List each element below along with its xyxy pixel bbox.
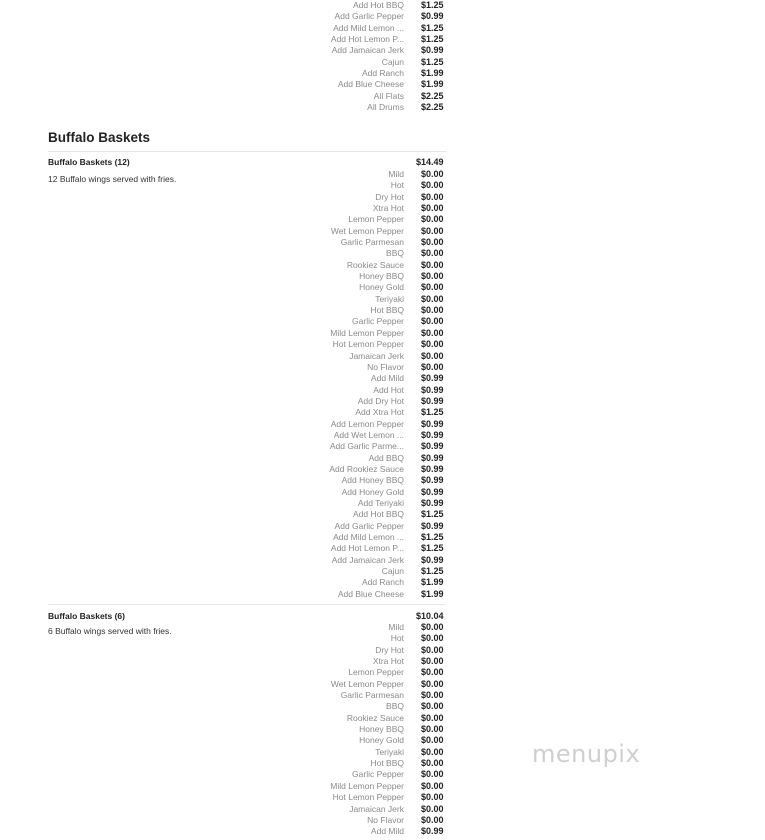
option-row[interactable]: [48, 203, 446, 214]
option-name: Lemon Pepper: [348, 214, 404, 225]
option-row[interactable]: [48, 735, 446, 746]
option-price: $0.00: [421, 293, 444, 304]
option-price: $0.00: [421, 780, 444, 791]
option-price: $0.00: [421, 667, 444, 678]
option-price: $0.00: [421, 712, 444, 723]
option-price: $0.99: [421, 418, 444, 429]
option-row[interactable]: [48, 566, 446, 577]
option-price: $0.00: [421, 237, 444, 248]
option-row[interactable]: [48, 305, 446, 316]
option-row[interactable]: [48, 679, 446, 690]
option-price: $0.99: [421, 520, 444, 531]
option-name: Wet Lemon Pepper: [330, 225, 404, 236]
option-price: $0.99: [421, 441, 444, 452]
watermark-logo: menupix: [532, 740, 641, 768]
option-name: Wet Lemon Pepper: [330, 678, 404, 689]
option-price: $2.25: [421, 90, 444, 101]
option-price: $1.99: [421, 68, 444, 79]
option-name: Add Garlic Pepper: [334, 11, 404, 22]
option-price: $0.00: [421, 361, 444, 372]
option-name: Garlic Pepper: [352, 316, 404, 327]
option-price: $0.00: [421, 814, 444, 825]
option-name: Teriyaki: [375, 746, 404, 757]
option-row[interactable]: [48, 373, 446, 384]
option-price: $1.99: [421, 588, 444, 599]
option-price: $1.25: [421, 22, 444, 33]
option-price: $1.25: [421, 532, 444, 542]
item-options-list: [48, 622, 446, 838]
option-name: Add Hot Lemon P...: [330, 543, 404, 554]
option-price: $0.99: [421, 45, 444, 56]
option-row[interactable]: [48, 23, 446, 34]
option-name: Hot Lemon Pepper: [332, 339, 404, 350]
option-name: Cajun: [381, 566, 404, 577]
option-row[interactable]: [48, 464, 446, 475]
option-row[interactable]: [48, 509, 446, 520]
option-name: Hot BBQ: [370, 758, 404, 769]
option-price: $1.99: [421, 577, 444, 588]
option-row[interactable]: [48, 577, 446, 588]
option-price: $0.00: [421, 203, 444, 214]
option-row[interactable]: [48, 667, 446, 678]
option-row[interactable]: [48, 45, 446, 56]
item-price: $14.49: [416, 157, 444, 167]
option-row[interactable]: [48, 102, 446, 113]
option-row[interactable]: [48, 724, 446, 735]
option-price: $0.00: [421, 701, 444, 712]
option-price: $1.25: [421, 0, 444, 10]
option-row[interactable]: [48, 815, 446, 826]
option-row[interactable]: [48, 555, 446, 566]
option-row[interactable]: [48, 260, 446, 271]
option-name: Teriyaki: [375, 293, 404, 304]
option-name: Lemon Pepper: [348, 667, 404, 678]
option-price: $1.25: [421, 566, 444, 577]
option-price: $0.00: [421, 656, 444, 667]
option-name: Add Hot: [373, 384, 404, 395]
option-price: $0.00: [421, 746, 444, 757]
item-divider: [48, 604, 446, 605]
option-name: Honey Gold: [359, 735, 404, 746]
option-row[interactable]: [48, 271, 446, 282]
option-price: $0.00: [421, 282, 444, 293]
option-name: Add Hot Lemon P...: [330, 34, 404, 45]
option-row[interactable]: [48, 419, 446, 430]
option-price: $1.25: [421, 407, 444, 418]
option-price: $0.99: [421, 373, 444, 384]
option-name: BBQ: [386, 248, 404, 259]
option-row[interactable]: [48, 589, 446, 600]
item-name: Buffalo Baskets (12): [48, 157, 130, 167]
option-row[interactable]: [48, 169, 446, 180]
option-name: Add Lemon Pepper: [330, 418, 404, 429]
option-name: Mild Lemon Pepper: [330, 780, 404, 791]
option-price: $0.00: [421, 339, 444, 350]
option-name: Add Hot BBQ: [352, 509, 404, 520]
option-price: $1.99: [421, 79, 444, 90]
option-price: $0.99: [421, 429, 444, 440]
option-price: $0.00: [421, 225, 444, 236]
option-name: Add Teriyaki: [357, 497, 404, 508]
option-price: $0.99: [421, 826, 444, 837]
option-name: Dry Hot: [375, 191, 404, 202]
option-name: Add Wet Lemon ...: [333, 429, 404, 440]
option-name: Add Blue Cheese: [337, 79, 404, 90]
option-row[interactable]: [48, 11, 446, 22]
option-row[interactable]: [48, 396, 446, 407]
option-name: Rookiez Sauce: [346, 259, 404, 270]
option-row[interactable]: [48, 192, 446, 203]
option-name: Add Garlic Parme...: [329, 441, 404, 452]
option-row[interactable]: [48, 521, 446, 532]
option-price: $0.99: [421, 463, 444, 474]
option-price: $0.99: [421, 395, 444, 406]
option-name: Xtra Hot: [372, 203, 404, 214]
option-price: $0.00: [421, 305, 444, 316]
option-price: $0.00: [421, 316, 444, 327]
option-row[interactable]: [48, 362, 446, 373]
option-price: $1.25: [421, 509, 444, 520]
option-row[interactable]: [48, 0, 446, 11]
option-price: $0.99: [421, 11, 444, 22]
option-name: Mild: [388, 169, 404, 179]
option-name: Hot BBQ: [370, 305, 404, 316]
option-name: Add Ranch: [361, 577, 404, 588]
option-row[interactable]: [48, 747, 446, 758]
option-name: Garlic Parmesan: [340, 237, 404, 248]
option-price: $0.99: [421, 486, 444, 497]
option-name: Hot: [390, 180, 404, 191]
option-name: Add Honey BBQ: [341, 475, 404, 486]
option-row[interactable]: [48, 826, 446, 837]
option-price: $0.00: [421, 792, 444, 803]
option-row[interactable]: [48, 282, 446, 293]
option-price: $0.00: [421, 327, 444, 338]
option-name: Add BBQ: [368, 452, 404, 463]
option-price: $0.00: [421, 622, 444, 632]
option-name: All Drums: [367, 102, 404, 113]
option-name: Add Mild Lemon ...: [333, 22, 404, 33]
option-row[interactable]: [48, 453, 446, 464]
option-row[interactable]: [48, 804, 446, 815]
option-price: $1.25: [421, 56, 444, 67]
option-price: $0.00: [421, 180, 444, 191]
item-price: $10.04: [416, 611, 444, 621]
option-row[interactable]: [48, 68, 446, 79]
option-row[interactable]: [48, 792, 446, 803]
option-price: $0.99: [421, 554, 444, 565]
option-row[interactable]: [48, 385, 446, 396]
option-name: Rookiez Sauce: [346, 712, 404, 723]
option-row[interactable]: [48, 79, 446, 90]
option-price: $0.00: [421, 248, 444, 259]
option-row[interactable]: [48, 214, 446, 225]
option-price: $0.00: [421, 644, 444, 655]
option-row[interactable]: [48, 91, 446, 102]
option-row[interactable]: [48, 769, 446, 780]
option-name: Add Mild Lemon ...: [333, 532, 404, 542]
option-price: $0.00: [421, 758, 444, 769]
option-name: Mild: [388, 622, 404, 632]
option-name: Add Mild: [370, 373, 404, 384]
option-name: Add Blue Cheese: [337, 588, 404, 599]
option-name: Mild Lemon Pepper: [330, 327, 404, 338]
option-row[interactable]: [48, 226, 446, 237]
section-title: Buffalo Baskets: [48, 130, 151, 145]
option-price: $2.25: [421, 102, 444, 113]
option-row[interactable]: [48, 487, 446, 498]
option-price: $0.00: [421, 191, 444, 202]
option-name: Add Honey Gold: [341, 486, 404, 497]
option-name: Add Rookiez Sauce: [329, 463, 404, 474]
option-price: $0.00: [421, 259, 444, 270]
option-row[interactable]: [48, 237, 446, 248]
option-price: $0.99: [421, 475, 444, 486]
option-name: Jamaican Jerk: [349, 350, 404, 361]
option-price: $0.99: [421, 384, 444, 395]
option-row[interactable]: [48, 57, 446, 68]
option-price: $0.00: [421, 214, 444, 225]
option-row[interactable]: [48, 543, 446, 554]
option-row[interactable]: [48, 656, 446, 667]
option-name: Jamaican Jerk: [349, 803, 404, 814]
item-description: 6 Buffalo wings served with fries.: [48, 626, 172, 636]
option-row[interactable]: [48, 294, 446, 305]
option-row[interactable]: [48, 475, 446, 486]
option-name: Add Dry Hot: [357, 395, 404, 406]
option-row[interactable]: [48, 622, 446, 633]
option-row[interactable]: [48, 339, 446, 350]
option-price: $0.00: [421, 769, 444, 780]
option-price: $1.25: [421, 543, 444, 554]
option-name: Xtra Hot: [372, 656, 404, 667]
option-name: Garlic Pepper: [352, 769, 404, 780]
option-row[interactable]: [48, 690, 446, 701]
option-price: $0.00: [421, 169, 444, 179]
option-price: $0.00: [421, 735, 444, 746]
option-row[interactable]: [48, 407, 446, 418]
section-divider: [48, 151, 446, 152]
option-name: Add Xtra Hot: [355, 407, 404, 418]
item-name: Buffalo Baskets (6): [48, 611, 125, 621]
option-price: $0.00: [421, 678, 444, 689]
option-name: BBQ: [386, 701, 404, 712]
option-name: Cajun: [381, 56, 404, 67]
option-row[interactable]: [48, 180, 446, 191]
option-name: Add Jamaican Jerk: [331, 45, 404, 56]
option-price: $1.25: [421, 34, 444, 45]
option-row[interactable]: [48, 248, 446, 259]
top-options-list: [48, 0, 446, 113]
item-description: 12 Buffalo wings served with fries.: [48, 174, 177, 184]
option-name: Add Ranch: [361, 68, 404, 79]
option-name: Dry Hot: [375, 644, 404, 655]
option-name: Honey BBQ: [359, 271, 404, 282]
option-price: $0.00: [421, 350, 444, 361]
option-name: Honey Gold: [359, 282, 404, 293]
option-price: $0.99: [421, 452, 444, 463]
option-name: All Flats: [373, 90, 404, 101]
option-name: Add Garlic Pepper: [334, 520, 404, 531]
option-name: Hot: [390, 633, 404, 644]
option-row[interactable]: [48, 532, 446, 543]
option-row[interactable]: [48, 441, 446, 452]
option-name: No Flavor: [367, 361, 404, 372]
option-row[interactable]: [48, 34, 446, 45]
option-row[interactable]: [48, 701, 446, 712]
option-row[interactable]: [48, 316, 446, 327]
option-row[interactable]: [48, 633, 446, 644]
item-options-list: [48, 169, 446, 600]
option-name: Honey BBQ: [359, 724, 404, 735]
option-row[interactable]: [48, 781, 446, 792]
option-price: $0.00: [421, 690, 444, 701]
option-price: $0.00: [421, 724, 444, 735]
option-name: Add Hot BBQ: [352, 0, 404, 10]
option-price: $0.00: [421, 803, 444, 814]
option-row[interactable]: [48, 498, 446, 509]
option-price: $0.00: [421, 633, 444, 644]
option-row[interactable]: [48, 351, 446, 362]
option-row[interactable]: [48, 430, 446, 441]
option-name: Garlic Parmesan: [340, 690, 404, 701]
option-name: Add Mild: [370, 826, 404, 837]
option-price: $0.99: [421, 497, 444, 508]
option-row[interactable]: [48, 645, 446, 656]
option-name: Hot Lemon Pepper: [332, 792, 404, 803]
option-name: Add Jamaican Jerk: [331, 554, 404, 565]
option-name: No Flavor: [367, 814, 404, 825]
option-row[interactable]: [48, 328, 446, 339]
option-row[interactable]: [48, 758, 446, 769]
option-row[interactable]: [48, 713, 446, 724]
option-price: $0.00: [421, 271, 444, 282]
